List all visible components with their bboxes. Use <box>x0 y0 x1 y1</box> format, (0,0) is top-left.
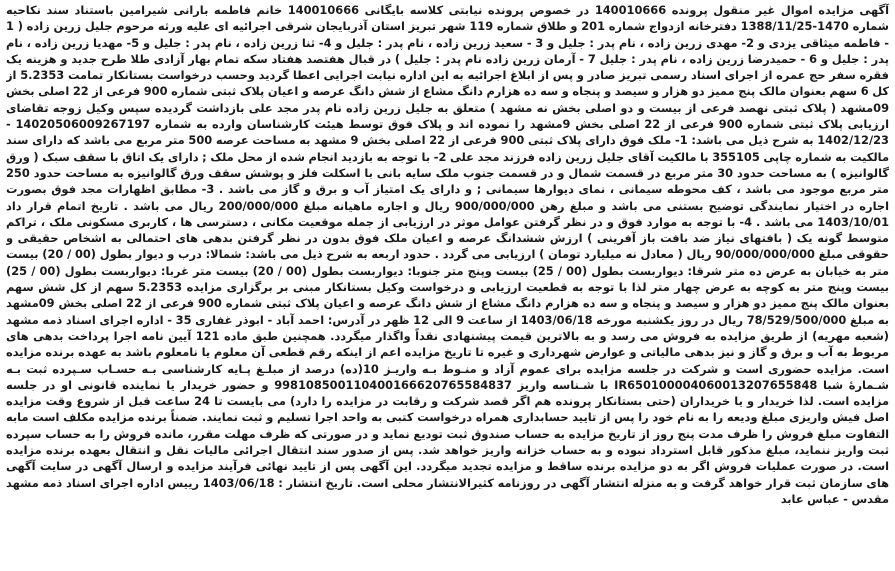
auction-notice-body: آگهی مزایده اموال غیر منقول پرونده 140010666 در خصوص پرونده نیابتی کلاسه بایگانی 140010666 خانم فاطمه بارانی شیرامین باستناد سند نکاحیه شماره 1470-1388/11/25 دفترخانه ازدواج شماره 201 و طلاق شماره 119 شهر تبریز استان آذربایجان شرقی اجرائیه ای علیه ورثه مرحوم جلیل زرین زاده ( 1 - فاطمه میثاقی یزدی و 2- مهدی زرین زاده ، نام پدر : جلیل و 3 - سعید زرین زاده ، نام پدر : جلیل و 4- ثنا زرین زاده ، نام پدر : جلیل و 5- مهدیا زرین زاده ، نام پدر : جلیل و 6 - حمیدرضا زرین زاده ، نام پدر : جلیل 7 - آرمان زرین زاده نام پدر : جلیل ) در قبال هفتصد هفتاد سکه تمام بهار آزادی طلا طرح جدید و هزینه یک فقره سفر حج عمره از اجرای اسناد رسمی تبریز صادر و پس از ابلاغ اجرائیه به این اداره نیابت اجرایی اعطا گردید وحسب درخواست بستانکار تمامت 5.2353 از کل 6 سهم بعنوان مالک پنج ممیز دو هزار و سیصد و پنجاه و سه ده هزارم دانگ مشاع از شش دانگ عرصه و اعیان پلاک ثبتی شماره 900 فرعی از 22 اصلی بخش 09مشهد ( پلاک ثبتی نهصد فرعی از بیست و دو اصلی بخش نه مشهد ) متعلق به جلیل زرین زاده نام پدر مجد علی بازداشت گردیده سپس وکیل زوجه تقاضای ارزیابی پلاک ثبتی شماره 900 فرعی از 22 اصلی بخش 9مشهد را نموده اند و پلاک فوق توسط هیئت کارشناسان وارده به شماره 14020506009267197 - 1402/12/23 به شرح ذیل می باشد: 1- ملک فوق دارای پلاک ثبتی 900 فرعی از 22 اصلی بخش 9 مشهد به مساحت عرصه 500 متر مربع می باشد که دارای سند مالکیت به شماره چاپی 355105 با مالکیت آقای جلیل زرین زاده فرزند مجد علی 2- با توجه به بازدید انجام شده از محل ملک ; دارای یک اتاق با سقف سبک ( ورق گالوانیزه ) به مساحت حدود 30 متر مربع در قسمت شمال و در قسمت جنوب ملک سایه بانی با اسکلت فلز و پوشش سقف ورق گالوانیزه به مساحت حدود 250 متر مربع موجود می باشد ، کف محوطه سیمانی ، نمای دیوارها سیمانی ; و دارای یک امتیاز آب و برق و گاز می باشد . 3- مطابق اظهارات مجد فوق بصورت اجاره در اختیار نمایندگی توضیح بستنی می باشد و مبلغ رهن 900/000/000 ریال و اجاره ماهیانه مبلغ 200/000/000 ریال می باشد . تاریخ اتمام قرار داد 1403/10/01 می باشد . 4- با توجه به موارد فوق و در نظر گرفتن عوامل موثر در ارزیابی از جمله موقعیت مکانی ، دسترسی ها ، کاربری مسکونی ملک ، تراکم متوسط گونه یک ( بافتهای نیاز ضد بافت باز آفرینی ) ارزش ششدانگ عرصه و اعیان ملک فوق بدون در نظر گرفتن بدهی های احتمالی به اشخاص حقیقی و حقوقی مبلغ 90/000/000/000 ریال ( معادل نه میلیارد تومان ) ارزیابی می گردد . حدود اربعه به شرح ذیل می باشد: شمالا: درب و دیوار بطول (00 / 20) بیست متر به خیابان به عرض ده متر شرقا: دیواربست بطول (00 / 25) بیست وپنج متر جنوبا: دیواربست بطول (00 / 20) بیست متر غربا: دیواربست بطول (00 / 25) بیست وپنج متر به کوچه به عرض چهار متر لذا با توجه به قطعیت ارزیابی و درخواست وکیل بستانکار مبنی بر برگزاری مزایده 5.2353 سهم از کل شش سهم بعنوان مالک پنج ممیز دو هزار و سیصد و پنجاه و سه ده هزارم دانگ مشاع از شش دانگ عرصه و اعیان پلاک ثبتی شماره 900 فرعی از 22 اصلی بخش 09مشهد به مبلغ 78/529/500/000 ریال در روز یکشنبه مورخه 1403/06/18 از ساعت 9 الی 12 ظهر در آدرس: احمد آباد - ابوذر غفاری 35 - اداره اجرای اسناد ذمه مشهد (شعبه مهریه) از طریق مزایده به فروش می رسد و به بالاترین قیمت پیشنهادی نقداً واگذار میگردد. همچنین طبق ماده 121 آیین نامه اجرا پرداخت بدهی های مربوط به آب و برق و گاز و نیز بدهی مالیاتی و عوارض شهرداری و غیره تا تاریخ مزایده اعم از اینکه رقم قطعی آن معلوم یا نامعلوم باشد به عهده برنده مزایده است. مزایده حضوری است و شرکت در جلسه مزایده برای عموم آزاد و منـوط بـه واریـز 10(ده) درصد از مبلـغ پـایه کارشناسی بـه حسـاب سـپرده ثبت بـه شـمارهٔ شبا IR650100004060013207655848 با شـناسه واریز 998108500110400166620765584837 و حضور خریدار یا نماینده قانونی او در جلسه مزایده است. لذا خریدار و یا خریداران (حتی بستانکار پرونده هم اگر قصد شرکت و رقابت در مزایده را دارد) می بایست تا 24 ساعت قبل از شروع وقت مزایده اصل فیش واریزی مبلغ ودیعه را به نام خود را پس از تایید حسابداری همراه درخواست کتبی به واحد اجرا تسلیم و ثبت نمایند. ضمناً برنده مزایده مکلف است مابه التفاوت مبلغ فروش را ظرف مدت پنج روز از تاریخ مزایده به حساب صندوق ثبت تودیع نماید و در صورتی که ظرف مهلت مقرر، مانده فروش را به حساب سپرده ثبت واریز ننماید، مبلغ مذکور قابل استرداد نبوده و به حساب خزانه واریز خواهد شد. پس از صدور سند انتقال اجرائی مالیات نقل و انتقال بعهده برنده مزایده است. در صورت عملیات فروش اگر به دو مزایده برنده ساقط و مزایده تجدید میگردد. این آگهی پس از تایید نهائی فرآیند مزایده و ارسال آگهی در سایت آگهی های سازمان ثبت قرار خواهد گرفت و به منزله انتشار آگهی در روزنامه کثیرالانتشار محلی است. تاریخ انتشار : 1403/06/18 رییس اداره اجرای اسناد ذمه مشهد مقدس - عباس عابد <box>6 3 889 506</box>
auction-notice <box>6 2 889 568</box>
